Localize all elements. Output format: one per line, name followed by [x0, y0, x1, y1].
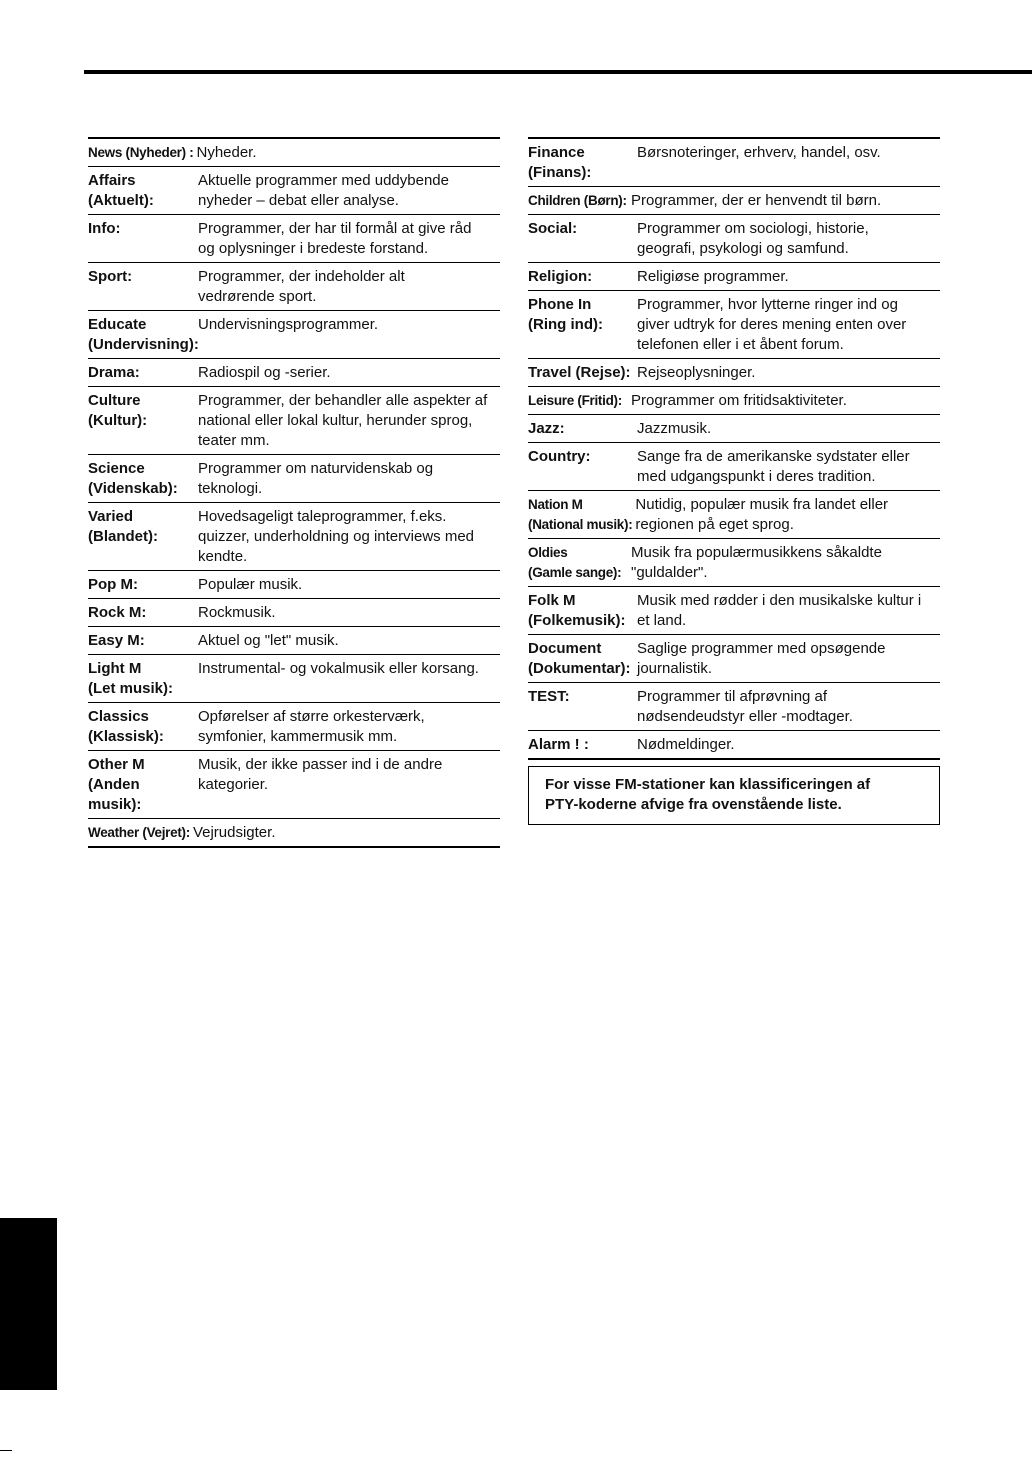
pty-code-label: Document (Dokumentar): [528, 640, 631, 677]
pty-row [528, 358, 940, 386]
pty-code-label: Social: [528, 220, 578, 237]
pty-description: Religiøse programmer. [637, 268, 789, 285]
pty-description: Radiospil og -serier. [198, 364, 331, 381]
pty-code-label: Phone In (Ring ind): [528, 296, 603, 333]
pty-row [528, 414, 940, 442]
pty-code-label: Folk M (Folkemusik): [528, 592, 626, 629]
pty-row [88, 358, 500, 386]
pty-description: Rockmusik. [198, 604, 276, 621]
pty-row [88, 818, 500, 846]
pty-row [528, 290, 940, 358]
pty-description: Programmer om naturvidenskab og teknologi. [198, 460, 434, 497]
pty-row [88, 386, 500, 454]
pty-row [528, 634, 940, 682]
pty-description: Musik fra populærmusikkens såkaldte "guldalder". [631, 544, 882, 581]
pty-row [88, 750, 500, 818]
pty-table-right [528, 137, 940, 760]
left-column [88, 137, 500, 848]
pty-row [528, 214, 940, 262]
pty-row [88, 570, 500, 598]
pty-description: Hovedsageligt taleprogrammer, f.eks. quizzer, underholdning og interviews med kendte. [198, 508, 474, 565]
pty-row [528, 262, 940, 290]
pty-code-label: Alarm ! : [528, 736, 589, 753]
pty-row [88, 454, 500, 502]
pty-description: Populær musik. [198, 576, 303, 593]
pty-description: Jazzmusik. [637, 420, 712, 437]
pty-row [528, 139, 940, 186]
pty-row [528, 730, 940, 758]
pty-row [88, 139, 500, 166]
pty-row [528, 586, 940, 634]
pty-code-label: Educate (Undervisning): [88, 316, 199, 353]
pty-code-label: Travel (Rejse): [528, 364, 631, 381]
pty-code-label: Leisure (Fritid): [528, 393, 622, 408]
pty-row [528, 186, 940, 214]
pty-description: Vejrudsigter. [192, 824, 276, 841]
pty-code-label: Affairs (Aktuelt): [88, 172, 154, 209]
pty-code-label: Science (Videnskab): [88, 460, 178, 497]
pty-description: Saglige programmer med opsøgende journalistik. [637, 640, 886, 677]
pty-description: Instrumental- og vokalmusik eller korsang. [198, 660, 479, 677]
pty-row [88, 262, 500, 310]
pty-description: Programmer om sociologi, historie, geografi, psykologi og samfund. [637, 220, 869, 257]
pty-row [88, 654, 500, 702]
side-tab [0, 1218, 57, 1390]
pty-row [88, 214, 500, 262]
pty-code-label: Pop M: [88, 576, 138, 593]
pty-code-label: Rock M: [88, 604, 147, 621]
pty-description: Nyheder. [196, 144, 257, 161]
pty-code-label: Drama: [88, 364, 140, 381]
pty-description: Undervisningsprogrammer. [198, 316, 379, 333]
pty-row [528, 538, 940, 586]
pty-code-label: Jazz: [528, 420, 565, 437]
pty-code-label: Weather (Vejret): [88, 825, 190, 840]
pty-row [88, 626, 500, 654]
pty-description: Programmer, der er henvendt til børn. [631, 192, 882, 209]
pty-description: Musik med rødder i den musikalske kultur i et land. [637, 592, 922, 629]
pty-code-label: Nation M (National musik): [528, 497, 633, 532]
pty-description: Programmer, der har til formål at give råd og oplysninger i bredeste forstand. [198, 220, 472, 257]
pty-code-label: Country: [528, 448, 591, 465]
pty-description: Børsnoteringer, erhverv, handel, osv. [637, 144, 881, 161]
pty-description: Sange fra de amerikanske sydstater eller med udgangspunkt i deres tradition. [637, 448, 910, 485]
pty-row [88, 166, 500, 214]
pty-description: Rejseoplysninger. [637, 364, 756, 381]
pty-code-label: Info: [88, 220, 121, 237]
pty-code-label: Finance (Finans): [528, 144, 592, 181]
pty-code-label: Light M (Let musik): [88, 660, 174, 697]
pty-code-label: Other M (Anden musik): [88, 756, 145, 813]
pty-description: Programmer om fritidsaktiviteter. [631, 392, 847, 409]
pty-row [528, 490, 940, 538]
pty-description: Nødmeldinger. [637, 736, 735, 753]
top-rule [84, 70, 1032, 74]
pty-description: Aktuel og "let" musik. [198, 632, 339, 649]
pty-code-label: Culture (Kultur): [88, 392, 148, 429]
pty-description: Nutidig, populær musik fra landet eller regionen på eget sprog. [635, 496, 889, 533]
pty-description: Programmer, der indeholder alt vedrørende sport. [198, 268, 405, 305]
right-column [528, 137, 940, 825]
pty-row [88, 598, 500, 626]
pty-code-label: Sport: [88, 268, 133, 285]
pty-row [88, 310, 500, 358]
pty-description: Opførelser af større orkesterværk, symfonier, kammermusik mm. [198, 708, 425, 745]
pty-description: Musik, der ikke passer ind i de andre kategorier. [198, 756, 443, 793]
pty-description: Programmer, der behandler alle aspekter af national eller lokal kultur, herunder sprog, teater mm. [198, 392, 488, 449]
pty-code-label: Children (Børn): [528, 193, 627, 208]
pty-table-left [88, 137, 500, 848]
pty-code-label: Religion: [528, 268, 593, 285]
pty-code-label: Oldies (Gamle sange): [528, 545, 622, 580]
pty-code-label: TEST: [528, 688, 570, 705]
pty-row [88, 702, 500, 750]
pty-code-label: Classics (Klassisk): [88, 708, 164, 745]
pty-description: Aktuelle programmer med uddybende nyheder – debat eller analyse. [198, 172, 449, 209]
pty-description: Programmer, hvor lytterne ringer ind og giver udtryk for deres mening enten over telefonen eller i et åbent forum. [637, 296, 907, 353]
pty-row [88, 502, 500, 570]
note-box: For visse FM-stationer kan klassificeringen af PTY-koderne afvige fra ovenstående liste. [528, 766, 940, 825]
corner-mark [0, 1450, 12, 1451]
pty-row [528, 682, 940, 730]
pty-row [528, 386, 940, 414]
pty-description: Programmer til afprøvning af nødsendeudstyr eller -modtager. [637, 688, 853, 725]
pty-code-label: Easy M: [88, 632, 145, 649]
pty-code-label: News (Nyheder) : [88, 145, 194, 160]
pty-code-label: Varied (Blandet): [88, 508, 158, 545]
pty-row [528, 442, 940, 490]
